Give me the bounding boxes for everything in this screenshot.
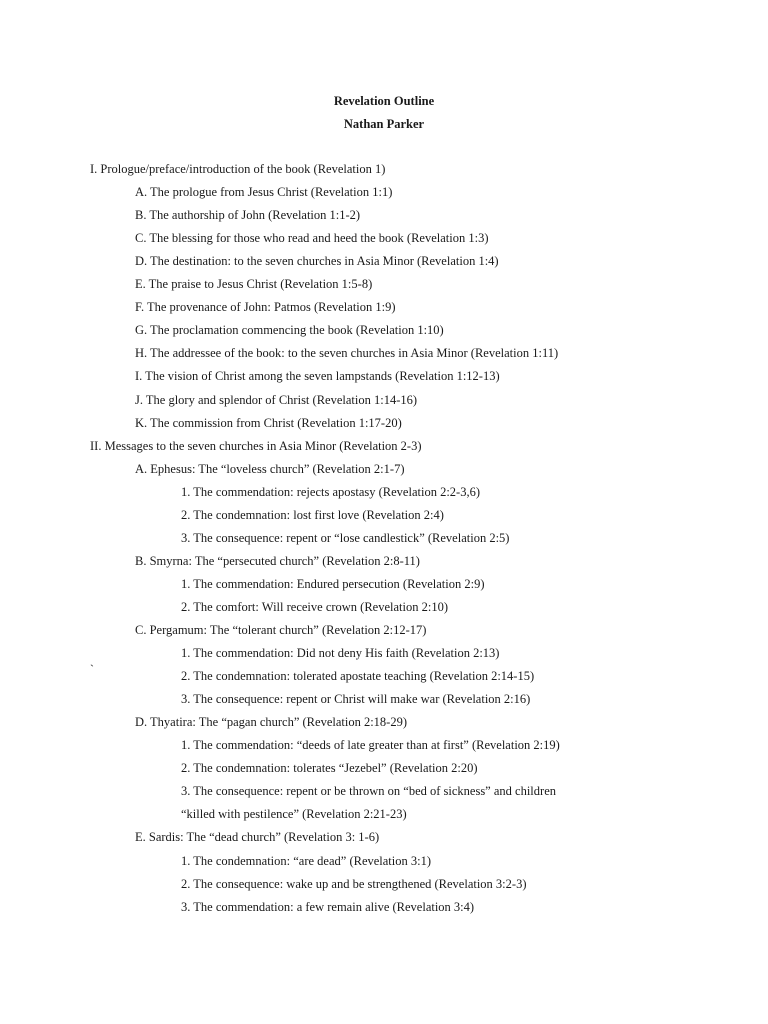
outline-item-level-3: 2. The condemnation: tolerates “Jezebel” (Revelation 2:20) bbox=[181, 761, 478, 775]
outline-item-level-2: G. The proclamation commencing the book (Revelation 1:10) bbox=[135, 323, 444, 337]
outline-item-level-3: 2. The consequence: wake up and be strengthened (Revelation 3:2-3) bbox=[181, 877, 527, 891]
outline-item-level-3: 3. The commendation: a few remain alive (Revelation 3:4) bbox=[181, 900, 475, 914]
outline-item-level-2: B. The authorship of John (Revelation 1:1-2) bbox=[135, 208, 361, 222]
outline-item-level-2: E. Sardis: The “dead church” (Revelation 3: 1-6) bbox=[135, 830, 380, 844]
outline-item-level-2: B. Smyrna: The “persecuted church” (Revelation 2:8-11) bbox=[135, 554, 420, 568]
document-author: Nathan Parker bbox=[343, 117, 425, 131]
document-title: Revelation Outline bbox=[333, 94, 435, 108]
outline-item-level-2: D. Thyatira: The “pagan church” (Revelation 2:18-29) bbox=[135, 715, 408, 729]
outline-item-level-3: 1. The commendation: Did not deny His faith (Revelation 2:13) bbox=[181, 646, 500, 660]
outline-item-level-3: 3. The consequence: repent or “lose candlestick” (Revelation 2:5) bbox=[181, 531, 510, 545]
outline-item-level-3: 3. The consequence: repent or Christ will make war (Revelation 2:16) bbox=[181, 692, 531, 706]
outline-item-level-2: H. The addressee of the book: to the seven churches in Asia Minor (Revelation 1:11) bbox=[135, 346, 559, 360]
outline-item-level-3: 3. The consequence: repent or be thrown on “bed of sickness” and children bbox=[181, 784, 556, 798]
outline-item-level-2: A. The prologue from Jesus Christ (Revelation 1:1) bbox=[135, 185, 393, 199]
outline-item-level-2: C. The blessing for those who read and heed the book (Revelation 1:3) bbox=[135, 231, 489, 245]
outline-item-level-2: C. Pergamum: The “tolerant church” (Revelation 2:12-17) bbox=[135, 623, 427, 637]
stray-mark: ` bbox=[90, 662, 94, 676]
outline-item-level-3: 2. The condemnation: tolerated apostate teaching (Revelation 2:14-15) bbox=[181, 669, 535, 683]
outline-item-level-3: 1. The commendation: Endured persecution (Revelation 2:9) bbox=[181, 577, 485, 591]
outline-item-level-3: 1. The commendation: rejects apostasy (Revelation 2:2-3,6) bbox=[181, 485, 480, 499]
outline-item-level-3: 1. The condemnation: “are dead” (Revelation 3:1) bbox=[181, 854, 432, 868]
outline-item-level-2: J. The glory and splendor of Christ (Revelation 1:14-16) bbox=[135, 393, 418, 407]
outline-item-level-3: “killed with pestilence” (Revelation 2:21-23) bbox=[181, 807, 407, 821]
outline-item-level-1: II. Messages to the seven churches in Asia Minor (Revelation 2-3) bbox=[90, 439, 422, 453]
outline-item-level-2: K. The commission from Christ (Revelation 1:17-20) bbox=[135, 416, 402, 430]
outline-item-level-2: I. The vision of Christ among the seven lampstands (Revelation 1:12-13) bbox=[135, 369, 500, 383]
outline-item-level-1: I. Prologue/preface/introduction of the book (Revelation 1) bbox=[90, 162, 386, 176]
outline-item-level-2: F. The provenance of John: Patmos (Revelation 1:9) bbox=[135, 300, 396, 314]
outline-item-level-3: 2. The condemnation: lost first love (Revelation 2:4) bbox=[181, 508, 444, 522]
outline-item-level-2: A. Ephesus: The “loveless church” (Revelation 2:1-7) bbox=[135, 462, 405, 476]
outline-item-level-3: 1. The commendation: “deeds of late greater than at first” (Revelation 2:19) bbox=[181, 738, 560, 752]
outline-item-level-2: D. The destination: to the seven churches in Asia Minor (Revelation 1:4) bbox=[135, 254, 499, 268]
outline-item-level-3: 2. The comfort: Will receive crown (Revelation 2:10) bbox=[181, 600, 449, 614]
outline-item-level-2: E. The praise to Jesus Christ (Revelation 1:5-8) bbox=[135, 277, 373, 291]
